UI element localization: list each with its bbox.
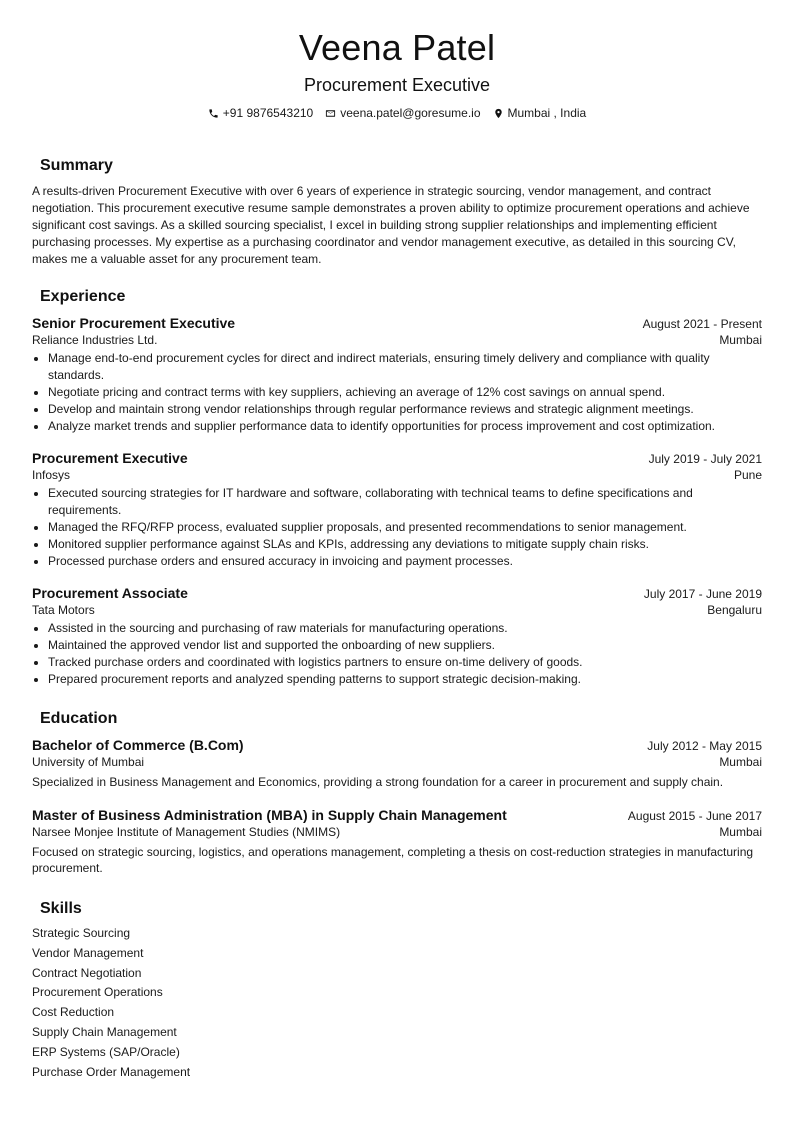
candidate-title: Procurement Executive — [303, 75, 491, 95]
job-bullet: • Managed the RFQ/RFP process, evaluated supplier proposals, and presented recommendations to senior management. — [48, 519, 762, 536]
location-text: Mumbai , India — [507, 106, 587, 120]
skill-item: Strategic Sourcing — [32, 926, 131, 940]
education-entry — [32, 806, 762, 876]
job-bullet: • Executed sourcing strategies for IT hardware and software, collaborating with technical teams to define specifications and requirements. — [48, 485, 762, 519]
summary-heading: Summary — [40, 157, 113, 174]
education-entry — [32, 736, 762, 790]
job-bullets — [32, 350, 762, 435]
candidate-name: Veena Patel — [298, 27, 496, 68]
degree-title: Master of Business Administration (MBA) in Supply Chain Management — [32, 807, 507, 823]
job-location: Pune — [733, 468, 762, 482]
skill-item: Procurement Operations — [32, 985, 163, 1000]
experience-entry — [32, 314, 762, 435]
job-dates: August 2021 - Present — [642, 317, 762, 331]
school-name: Narsee Monjee Institute of Management Studies (NMIMS) — [32, 825, 341, 839]
experience-entry — [32, 584, 762, 688]
phone-icon — [208, 108, 219, 119]
education-section — [32, 708, 762, 876]
job-bullet: • Monitored supplier performance against SLAs and KPIs, addressing any deviations to mitigate supply chain risks. — [48, 536, 762, 553]
skill-item: Vendor Management — [32, 945, 144, 960]
contact-phone — [208, 105, 313, 121]
experience-heading: Experience — [40, 288, 126, 305]
education-heading: Education — [40, 710, 118, 727]
location-pin-icon — [493, 108, 504, 119]
contact-bar — [32, 105, 762, 121]
skill-item: ERP Systems (SAP/Oracle) — [32, 1044, 180, 1059]
skills-heading: Skills — [40, 900, 82, 917]
education-dates: July 2012 - May 2015 — [647, 739, 762, 753]
email-text: veena.patel@goresume.io — [340, 106, 481, 120]
job-location: Mumbai — [719, 333, 762, 347]
skill-item: Supply Chain Management — [32, 1024, 177, 1039]
job-location: Bengaluru — [707, 603, 762, 617]
skill-item: Cost Reduction — [32, 1005, 115, 1020]
job-dates: July 2017 - June 2019 — [643, 587, 762, 601]
contact-location — [493, 105, 587, 121]
company-name: Reliance Industries Ltd. — [32, 333, 158, 347]
job-dates: July 2019 - July 2021 — [648, 452, 762, 466]
job-bullet: • Tracked purchase orders and coordinated with logistics partners to ensure on-time delivery of goods. — [48, 654, 762, 671]
school-name: University of Mumbai — [32, 755, 145, 769]
skill-item: Purchase Order Management — [32, 1064, 191, 1079]
company-name: Infosys — [32, 468, 71, 482]
job-bullet: • Prepared procurement reports and analyzed spending patterns to support strategic decision-making. — [48, 671, 762, 688]
job-title: Procurement Associate — [32, 585, 188, 601]
email-icon — [325, 108, 336, 119]
job-bullets — [32, 620, 762, 688]
company-name: Tata Motors — [32, 603, 95, 617]
school-location: Mumbai — [719, 825, 762, 839]
contact-email — [325, 105, 480, 121]
experience-section — [32, 286, 762, 688]
job-bullet: • Negotiate pricing and contract terms with key suppliers, achieving an average of 12% cost savings on annual spend. — [48, 384, 762, 401]
summary-section — [32, 155, 762, 268]
job-bullet: • Processed purchase orders and ensured accuracy in invoicing and payment processes. — [48, 553, 762, 570]
job-title: Procurement Executive — [32, 450, 188, 466]
job-bullet: • Analyze market trends and supplier performance data to identify opportunities for process improvement and cost optimization. — [48, 418, 762, 435]
education-description: Specialized in Business Management and Economics, providing a strong foundation for a career in procurement and supply chain. — [32, 775, 724, 789]
job-bullet: • Manage end-to-end procurement cycles for direct and indirect materials, ensuring timely delivery and compliance with quality standards. — [48, 350, 762, 384]
job-bullet: • Maintained the approved vendor list and supported the onboarding of new suppliers. — [48, 637, 762, 654]
skills-section — [32, 898, 762, 1082]
job-title: Senior Procurement Executive — [32, 315, 236, 331]
skill-item: Contract Negotiation — [32, 965, 142, 980]
phone-text: +91 9876543210 — [222, 106, 314, 120]
school-location: Mumbai — [719, 755, 762, 769]
job-bullet: • Develop and maintain strong vendor relationships through regular performance reviews and strategic alignment meetings. — [48, 401, 762, 418]
experience-entry — [32, 449, 762, 570]
job-bullet: • Assisted in the sourcing and purchasing of raw materials for manufacturing operations. — [48, 620, 762, 637]
skills-list — [32, 924, 762, 1082]
degree-title: Bachelor of Commerce (B.Com) — [32, 737, 244, 753]
education-dates: August 2015 - June 2017 — [627, 809, 762, 823]
job-bullets — [32, 485, 762, 570]
summary-text: A results-driven Procurement Executive with over 6 years of experience in strategic sourcing, vendor management, and contract negotiation. This procurement executive resume sample demonstrates a proven ability to optimize procurement operations and achieve significant cost savings. As a skilled sourcing specialist, I excel in building strong supplier relationships and implementing efficient purchasing processes. My expertise as a purchasing coordinator and vendor management executive, as detailed in this sourcing CV, makes me a valuable asset for any procurement team. — [32, 184, 750, 266]
education-description: Focused on strategic sourcing, logistics, and operations management, completing a thesis on cost-reduction strategies in manufacturing procurement. — [32, 845, 754, 875]
